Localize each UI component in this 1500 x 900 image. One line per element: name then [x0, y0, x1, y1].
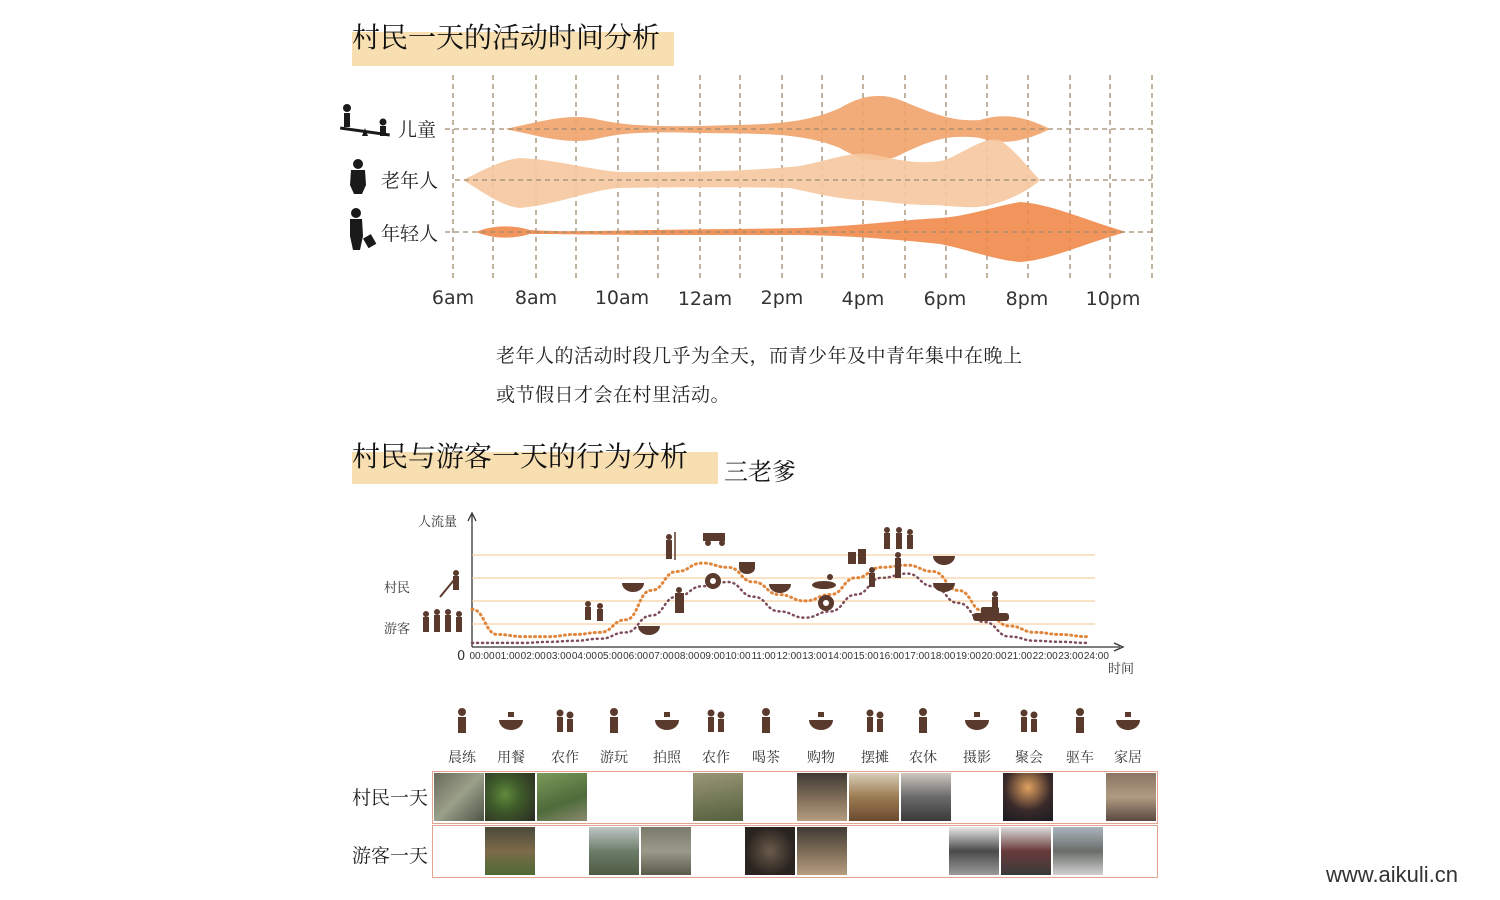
- farmer-icon: [666, 532, 675, 560]
- villager-series-label: 村民: [384, 581, 411, 596]
- hour-tick: 05:00: [597, 651, 623, 662]
- hour-tick: 14:00: [827, 651, 853, 662]
- activity-icon: [751, 706, 781, 736]
- villager-farmer-icon: [440, 570, 459, 597]
- watermark: www.aikuli.cn: [1326, 862, 1459, 887]
- photo-driving: [1053, 827, 1103, 875]
- hour-tick: 11:00: [751, 651, 776, 662]
- meal-bowl-icon: [638, 626, 660, 635]
- time-tick: 10am: [594, 287, 650, 309]
- photographer-icon: [895, 552, 901, 578]
- time-tick: 6pm: [923, 288, 967, 310]
- activity-label: 农休: [909, 750, 937, 766]
- photo-shopping: [797, 773, 847, 821]
- hour-tick: 15:00: [853, 651, 879, 662]
- sightseeing-icon: [675, 587, 684, 613]
- time-tick: 10pm: [1085, 288, 1141, 310]
- activity-icon: [1065, 706, 1095, 736]
- description-line-2: 或节假日才会在村里活动。: [496, 384, 731, 406]
- activity-label: 拍照: [653, 750, 681, 766]
- people-flow-chart: [400, 505, 1140, 665]
- activity-icon: [447, 706, 477, 736]
- activity-label: 游玩: [600, 750, 628, 766]
- activity-icon: [806, 706, 836, 736]
- hour-tick: 03:00: [546, 651, 572, 662]
- hour-tick: 23:00: [1058, 651, 1084, 662]
- seesaw-children-icon: [340, 104, 390, 136]
- hour-tick: 10:00: [725, 651, 751, 662]
- meal-bowl-icon: [622, 583, 644, 592]
- activity-icon: [1113, 706, 1143, 736]
- hour-tick: 08:00: [674, 651, 700, 662]
- activity-label: 聚会: [1015, 750, 1043, 766]
- photo-tea: [745, 827, 795, 875]
- activity-label: 家居: [1114, 750, 1142, 766]
- activity-label: 农作: [551, 750, 579, 766]
- young-person-luggage-icon: [350, 208, 376, 250]
- activity-icon: [908, 706, 938, 736]
- hour-tick: 16:00: [879, 651, 905, 662]
- time-tick: 12am: [677, 288, 733, 310]
- activity-icon: [550, 706, 580, 736]
- activity-icon: [962, 706, 992, 736]
- row-label-young: 年轻人: [381, 223, 439, 245]
- exercise-icon: [585, 601, 603, 621]
- time-tick: 2pm: [760, 287, 804, 309]
- hour-tick: 02:00: [520, 651, 546, 662]
- tea-cup-icon: [739, 562, 755, 574]
- hour-tick: 13:00: [802, 651, 828, 662]
- villager-photo-strip: [432, 771, 1158, 824]
- activity-icon: [652, 706, 682, 736]
- tourist-photo-strip: [432, 825, 1158, 878]
- time-tick: 6am: [431, 287, 475, 309]
- tourist-group-icon: [423, 609, 462, 632]
- hour-tick: 04:00: [571, 651, 597, 662]
- activity-label: 摄影: [963, 750, 991, 766]
- hour-tick: 17:00: [904, 651, 930, 662]
- section1-title: 村民一天的活动时间分析: [352, 21, 661, 54]
- meal-bowl-icon: [933, 583, 955, 592]
- hour-tick: 24:00: [1083, 651, 1109, 662]
- hour-tick: 06:00: [623, 651, 649, 662]
- party-people-icon: [884, 527, 913, 549]
- activity-time-chart: [330, 70, 1170, 290]
- activity-label: 农作: [702, 750, 730, 766]
- time-tick: 8pm: [1005, 288, 1049, 310]
- shopping-icon: [869, 567, 875, 587]
- origin-label: 0: [457, 649, 466, 664]
- photo-home: [1106, 773, 1156, 821]
- meal-bowl-icon: [933, 556, 955, 565]
- photo-taking-pictures: [641, 827, 691, 875]
- hour-tick: 21:00: [1007, 651, 1033, 662]
- hour-tick: 09:00: [699, 651, 725, 662]
- photo-farming: [537, 773, 587, 821]
- photo-meal: [485, 773, 535, 821]
- tourist-series-label: 游客: [384, 622, 411, 637]
- time-tick: 8am: [514, 287, 558, 309]
- photo-rest: [901, 773, 951, 821]
- tourist-day-label: 游客一天: [352, 845, 429, 867]
- photo-field-work: [693, 773, 743, 821]
- activity-label: 晨练: [448, 750, 476, 766]
- activity-icon: [860, 706, 890, 736]
- photo-party: [1001, 827, 1051, 875]
- photo-morning-exercise: [434, 773, 484, 821]
- activity-icon: [701, 706, 731, 736]
- description-line-1: 老年人的活动时段几乎为全天，而青少年及中青年集中在晚上: [496, 345, 1023, 367]
- section2-title: 村民与游客一天的行为分析: [352, 440, 689, 473]
- hour-tick: 07:00: [648, 651, 674, 662]
- activity-icon: [496, 706, 526, 736]
- photo-stall: [849, 773, 899, 821]
- photo-photography: [949, 827, 999, 875]
- time-tick: 4pm: [841, 288, 885, 310]
- activity-label: 驱车: [1066, 750, 1094, 766]
- resting-icon: [812, 574, 836, 589]
- activity-label: 用餐: [497, 750, 525, 766]
- hour-tick: 01:00: [495, 651, 521, 662]
- activity-label: 摆摊: [861, 750, 889, 766]
- row-label-elderly: 老年人: [381, 170, 439, 192]
- elderly-person-icon: [350, 159, 366, 194]
- row-label-children: 儿童: [398, 119, 437, 141]
- activity-label: 喝茶: [752, 750, 780, 766]
- author-name: 三老爹: [724, 458, 796, 486]
- x-axis-label: 时间: [1108, 662, 1135, 677]
- camera-aperture-icon: [818, 595, 834, 611]
- villager-day-label: 村民一天: [352, 787, 429, 809]
- camera-aperture-icon: [705, 573, 721, 589]
- photo-tourist-shopping: [797, 827, 847, 875]
- hour-tick: 00:00: [469, 651, 495, 662]
- y-axis-label: 人流量: [418, 515, 458, 530]
- activity-label: 购物: [807, 750, 835, 766]
- hour-tick: 22:00: [1032, 651, 1058, 662]
- hour-tick: 12:00: [776, 651, 802, 662]
- stall-icon: [848, 549, 866, 564]
- elderly-band: [463, 139, 1040, 208]
- home-leisure-icon: [992, 591, 998, 608]
- photo-sightseeing: [589, 827, 639, 875]
- hour-tick: 20:00: [981, 651, 1007, 662]
- hour-tick: 18:00: [930, 651, 956, 662]
- activity-icon: [1014, 706, 1044, 736]
- tractor-icon: [703, 533, 725, 546]
- activity-icon: [599, 706, 629, 736]
- hour-tick: 19:00: [955, 651, 981, 662]
- photo-gathering: [1003, 773, 1053, 821]
- photo-tourist-meal: [485, 827, 535, 875]
